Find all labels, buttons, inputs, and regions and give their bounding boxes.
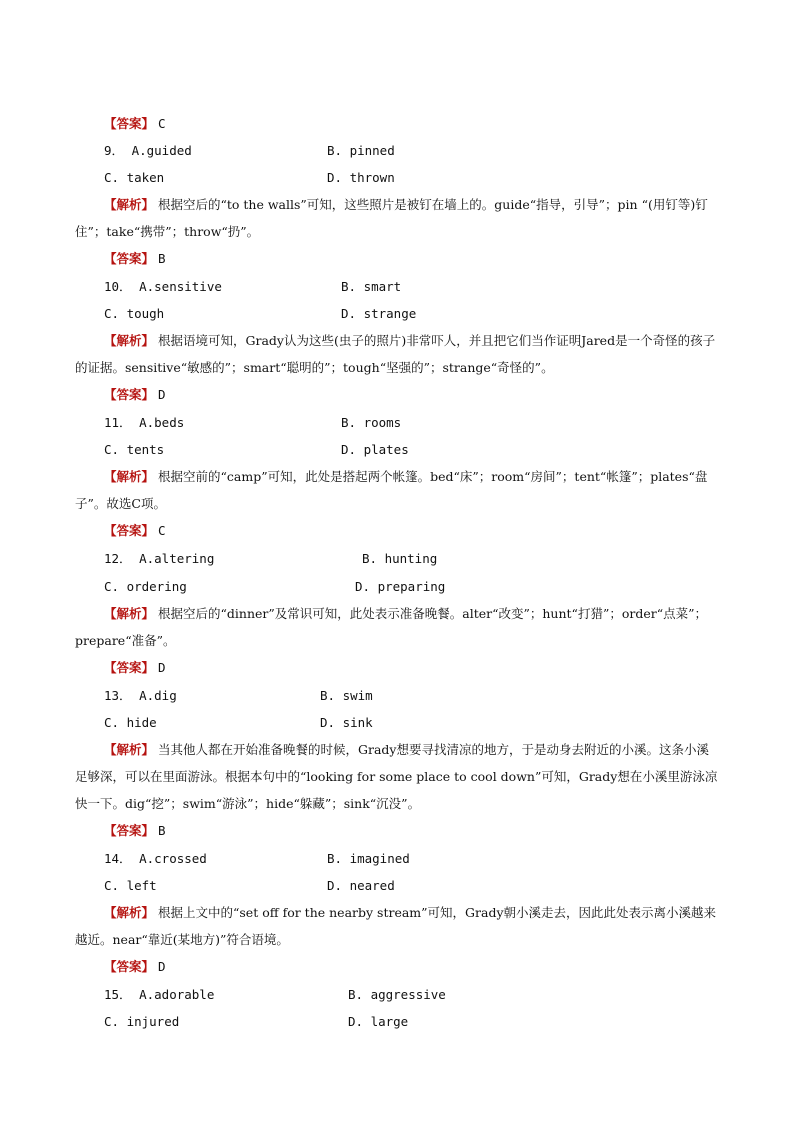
answer-line: [104, 959, 166, 975]
question-15-option-d: D. large: [348, 1014, 409, 1029]
analysis-label: 【解析】: [104, 905, 155, 920]
analysis-label: 【解析】: [104, 197, 155, 212]
analysis-label: 【解析】: [104, 606, 155, 621]
question-13-analysis: [75, 736, 720, 817]
analysis-label: 【解析】: [104, 469, 155, 484]
answer-line: [104, 251, 166, 267]
answer-value: B: [158, 251, 166, 266]
question-10-option-d: D. strange: [341, 306, 417, 321]
question-9-option-a: 9． A.guided: [104, 143, 192, 158]
question-12-option-a: 12． A.altering: [104, 551, 215, 566]
question-9-option-d: D. thrown: [327, 170, 395, 185]
answer-value: D: [158, 660, 166, 675]
answer-line: [104, 387, 166, 403]
analysis-label: 【解析】: [104, 333, 155, 348]
question-14-option-a: 14． A.crossed: [104, 851, 207, 866]
answer-line: [104, 823, 166, 839]
question-12-option-c: C. ordering: [104, 579, 187, 594]
question-11-analysis: [75, 463, 720, 517]
question-15-option-a: 15． A.adorable: [104, 987, 215, 1002]
question-13-option-c: C. hide: [104, 715, 157, 730]
analysis-text: 根据语境可知，Grady认为这些(虫子的照片)非常吓人，并且把它们当作证明Jared是一个奇怪的孩子的证据。sensitive“敏感的”；smart“聪明的”；tough“坚强的”；strange“奇怪的”。: [75, 333, 716, 375]
analysis-text: 当其他人都在开始准备晚餐的时候，Grady想要寻找清凉的地方，于是动身去附近的小溪。这条小溪足够深，可以在里面游泳。根据本句中的“looking for some place to cool down”可知，Grady想在小溪里游泳凉快一下。dig“挖”；swim“游泳”；hide“躲藏”；sink“沉没”。: [75, 742, 718, 811]
question-13-option-b: B. swim: [320, 688, 373, 703]
question-9-option-c: C. taken: [104, 170, 165, 185]
answer-line: [104, 660, 166, 676]
question-12-option-b: B. hunting: [362, 551, 438, 566]
answer-label: 【答案】: [104, 959, 155, 974]
question-15-option-c: C. injured: [104, 1014, 180, 1029]
question-10-option-b: B. smart: [341, 279, 402, 294]
question-9-analysis: [75, 191, 720, 245]
answer-value: C: [158, 116, 166, 131]
question-14-option-c: C. left: [104, 878, 157, 893]
answer-label: 【答案】: [104, 387, 155, 402]
answer-value: D: [158, 959, 166, 974]
question-13-option-a: 13． A.dig: [104, 688, 177, 703]
analysis-text: 根据空后的“dinner”及常识可知，此处表示准备晚餐。alter“改变”；hunt“打猎”；order“点菜”；prepare“准备”。: [75, 606, 707, 648]
analysis-text: 根据上文中的“set off for the nearby stream”可知，Grady朝小溪走去，因此此处表示离小溪越来越近。near“靠近(某地方)”符合语境。: [75, 905, 717, 947]
answer-label: 【答案】: [104, 660, 155, 675]
question-11-option-a: 11． A.beds: [104, 415, 185, 430]
answer-label: 【答案】: [104, 823, 155, 838]
answer-value: B: [158, 823, 166, 838]
question-11-option-b: B. rooms: [341, 415, 402, 430]
question-9-option-b: B. pinned: [327, 143, 395, 158]
question-15-option-b: B. aggressive: [348, 987, 446, 1002]
question-10-analysis: [75, 327, 720, 381]
question-14-option-b: B. imagined: [327, 851, 410, 866]
question-14-analysis: [75, 899, 720, 953]
answer-value: C: [158, 523, 166, 538]
answer-label: 【答案】: [104, 116, 155, 131]
analysis-text: 根据空后的“to the walls”可知，这些照片是被钉在墙上的。guide“指导，引导”；pin “(用钉等)钉住”；take“携带”；throw“扔”。: [75, 197, 708, 239]
question-11-option-d: D. plates: [341, 442, 409, 457]
answer-label: 【答案】: [104, 251, 155, 266]
answer-line: [104, 523, 166, 539]
answer-label: 【答案】: [104, 523, 155, 538]
question-11-option-c: C. tents: [104, 442, 165, 457]
question-10-option-a: 10． A.sensitive: [104, 279, 222, 294]
question-10-option-c: C. tough: [104, 306, 165, 321]
analysis-text: 根据空前的“camp”可知，此处是搭起两个帐篷。bed“床”；room“房间”；tent“帐篷”；plates“盘子”。故选C项。: [75, 469, 708, 511]
question-12-option-d: D. preparing: [355, 579, 446, 594]
question-13-option-d: D. sink: [320, 715, 373, 730]
question-14-option-d: D. neared: [327, 878, 395, 893]
answer-value: D: [158, 387, 166, 402]
answer-line: [104, 116, 166, 132]
question-12-analysis: [75, 600, 720, 654]
analysis-label: 【解析】: [104, 742, 155, 757]
